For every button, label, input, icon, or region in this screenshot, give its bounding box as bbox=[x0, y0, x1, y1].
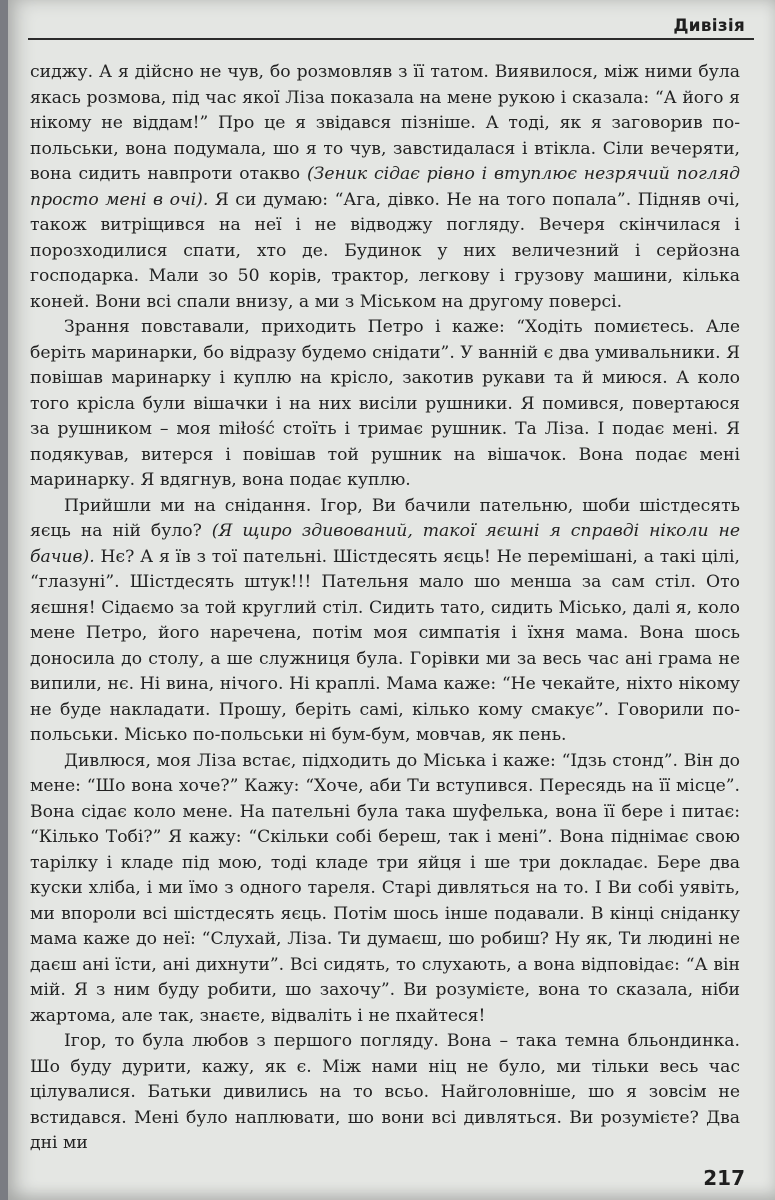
text-run: Зрання повставали, приходить Петро і каже: “Ходіть помиєтесь. Але беріть маринарки, бо відразу будемо снідати”. У ванній є два умивальники. Я повішав маринарку і куплю на крісло, закотив рукави та й миюся. А коло того крісла були вішачки і на них висіли рушники. Я помився, повертаюся за рушником – моя miłość стоїть і тримає рушник. Та Ліза. І подає мені. Я подякував, витерся і повішав той рушник на вішачок. Вона подає мені маринарку. Я вдягнув, вона подає куплю. bbox=[30, 317, 740, 490]
text-run: сиджу. А я дійсно не чув, бо розмовляв з її татом. Виявилося, між ними була якась розмова, під час якої Ліза показала на мене рукою і сказала: “А його я нікому не віддам!” Про це я звідався пізніше. А тоді, як я заговорив по-польськи, вона подумала, шо я то чув, завстидалася і втікла. Сіли вечеряти, вона сидить навпроти отакво bbox=[30, 62, 740, 184]
text-run: Нє? А я їв з тої пательні. Шістдесять яєць! Не перемішані, а такі цілі, “глазуні”. Шістдесять штук!!! Пательня мало шо менша за сам стіл. Ото яєшня! Сідаємо за той круглий стіл. Сидить тато, сидить Місько, далі я, коло мене Петро, його наречена, потім моя симпатія і їхня мама. Вона шось доносила до столу, а ше служниця була. Горівки ми за весь час ані грама не випили, нє. Ні вина, нічого. Ні краплі. Мама каже: “Не чекайте, ніхто нікому не буде накладати. Прошу, беріть самі, кілько кому смакує”. Говорили по-польськи. Місько по-польськи ні бум-бум, мовчав, як пень. bbox=[30, 546, 740, 745]
paragraph bbox=[30, 749, 740, 1030]
text-run: Дивлюся, моя Ліза встає, підходить до Міська і каже: “Ідзь стонд”. Він до мене: “Шо вона хоче?” Кажу: “Хоче, аби Ти вступився. Пересядь на її місце”. Вона сідає коло мене. На пательні була така шуфелька, вона її бере і питає: “Кілько Тобі?” Я кажу: “Скільки собі береш, так і мені”. Вона піднімає свою тарілку і кладе під мою, тоді кладе три яйця і ше три докладає. Бере два куски хліба, і ми їмо з одного тареля. Старі дивляться на то. І Ви собі уявіть, ми впороли всі шістдесять яєць. Потім шось інше подавали. В кінці сніданку мама каже до неї: “Слухай, Ліза. Ти думаєш, шо робиш? Ну як, Ти людині не даєш ані їсти, ані дихнути”. Всі сидять, то слухають, а вона відповідає: “А він мій. Я з ним буду робити, шо захочу”. Ви розумієте, вона то сказала, ніби жартома, але так, знаєте, відваліть і не пхайтеся! bbox=[30, 750, 740, 1026]
text-run: Ігор, то була любов з першого погляду. Вона – така темна бльондинка. Шо буду дурити, кажу, як є. Між нами ніц не було, ми тільки весь час цілувалися. Батьки дивились на то всьо. Найголовніше, шо я зовсім не встидався. Мені було наплювати, шо вони всі дивляться. Ви розумієте? Два дні ми bbox=[30, 1031, 740, 1153]
text-run: Я си думаю: “Ага, дівко. Не на того попала”. Підняв очі, також витріщився на неї і не відводжу погляду. Вечеря скінчилася і порозходилися спати, хто де. Будинок у них величезний і серйозна господарка. Мали зо 50 корів, трактор, легкову і грузову машини, кілька коней. Вони всі спали внизу, а ми з Міськом на другому поверсі. bbox=[30, 189, 740, 312]
running-head: Дивізія bbox=[673, 16, 745, 36]
paragraph bbox=[30, 1029, 740, 1157]
text-run: Прийшли ми на снідання. Ігор, Ви бачили пательню, шоби шістдесять яєць на ній було? bbox=[30, 495, 740, 541]
paragraph bbox=[30, 60, 740, 315]
page-number: 217 bbox=[703, 1166, 745, 1190]
italic-aside: (Я щиро здивований, такої яєшні я справді ніколи не бачив). bbox=[30, 521, 740, 567]
italic-aside: (Зеник сідає рівно і втуплює незрячий погляд просто мені в очі). bbox=[30, 164, 740, 210]
paragraph bbox=[30, 494, 740, 749]
paragraph bbox=[30, 315, 740, 494]
body-text bbox=[30, 60, 740, 1157]
header-rule bbox=[28, 38, 754, 40]
book-page bbox=[8, 0, 775, 1200]
